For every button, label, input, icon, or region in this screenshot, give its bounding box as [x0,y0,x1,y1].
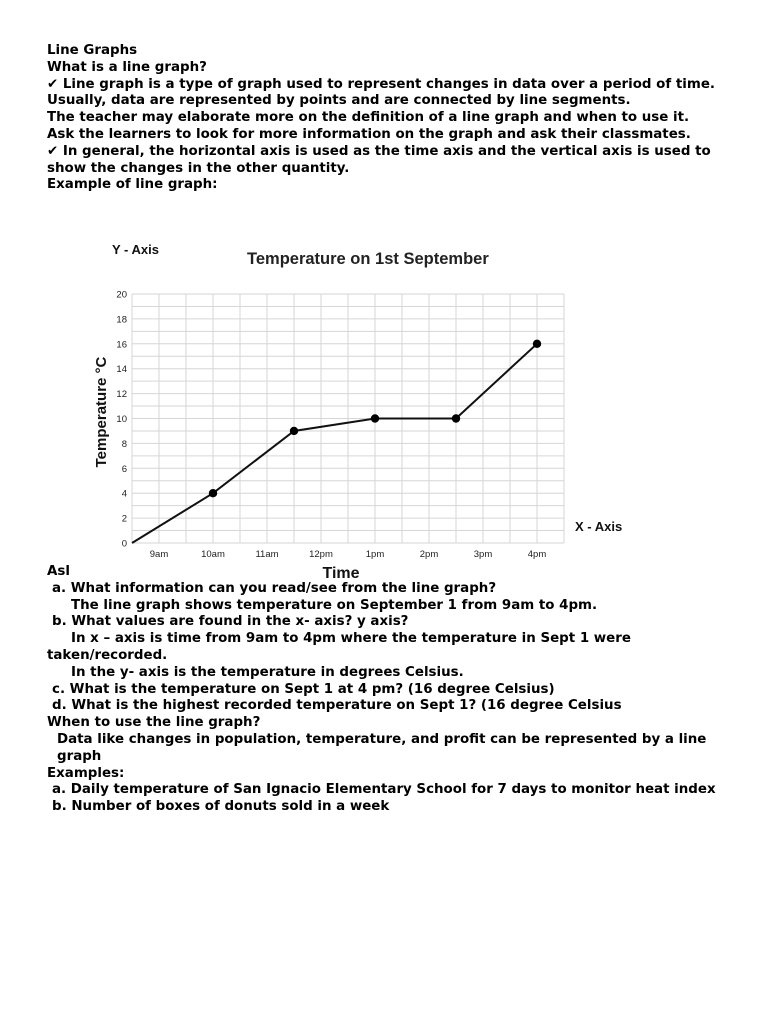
section-heading: Line Graphs [47,43,138,58]
y-tick-label: 20 [116,289,127,301]
example-a: a. Daily temperature of San Ignacio Elementary School for 7 days to monitor heat index [52,782,716,798]
y-tick-label: 16 [116,339,127,351]
x-tick-label: 9am [149,549,169,560]
definition-paragraph: ✔ Line graph is a type of graph used to represent changes in data over a period of time. Usually, data are represented by points and are connected by line segments. [47,76,720,109]
answer-a: The line graph shows temperature on September 1 from 9am to 4pm. [71,597,598,613]
y-tick-label: 14 [116,364,127,376]
question-line: What is a line graph? [47,59,207,75]
line-chart [85,232,645,584]
x-axis-label: Time [322,565,360,582]
y-tick-label: 12 [116,389,127,401]
answer-b-continuation: taken/recorded. [47,647,168,663]
x-tick-label: 11am [255,549,279,560]
y-tick-label: 10 [116,414,127,425]
answer-b-x-axis: In x – axis is time from 9am to 4pm where the temperature in Sept 1 were [71,631,631,647]
question-a: a. What information can you read/see from the line graph? [52,580,497,596]
data-point [290,427,298,435]
example-label: Example of line graph: [47,177,218,193]
chart-series [132,340,541,543]
y-axis-annotation: Y - Axis [112,242,159,257]
y-tick-label: 2 [121,513,127,525]
x-tick-label: 2pm [419,549,439,560]
when-to-use-heading: When to use the line graph? [47,715,261,731]
y-axis-label: Temperature °C [93,356,110,468]
x-tick-label: 3pm [473,549,493,560]
qa-label: Asl [47,564,70,579]
teacher-note: The teacher may elaborate more on the definition of a line graph and when to use it. [47,110,690,126]
y-tick-label: 4 [121,488,127,500]
question-b: b. What values are found in the x- axis? y axis? [52,614,409,630]
x-axis-annotation: X - Axis [575,519,623,534]
questions-section [47,564,727,816]
x-tick-label: 10am [201,549,225,560]
x-tick-label: 1pm [365,549,385,560]
data-point [371,414,379,422]
chart-grid [132,294,564,543]
x-tick-label: 4pm [527,549,547,560]
data-point [533,340,541,348]
y-tick-label: 18 [116,314,127,326]
x-tick-label: 12pm [309,549,333,560]
y-tick-label: 8 [121,438,127,450]
answer-b-y-axis: In the y- axis is the temperature in degrees Celsius. [71,664,464,680]
example-b: b. Number of boxes of donuts sold in a week [52,799,390,815]
examples-heading: Examples: [47,765,125,781]
data-point [209,489,217,497]
question-d: d. What is the highest recorded temperature on Sept 1? (16 degree Celsius [52,698,622,714]
question-c: c. What is the temperature on Sept 1 at 4 pm? (16 degree Celsius) [52,681,555,697]
activity-instruction: Ask the learners to look for more information on the graph and ask their classmates. [47,126,691,142]
intro-section [47,43,727,194]
chart-title: Temperature on 1st September [247,250,489,268]
when-to-use-answer: Data like changes in population, temperature, and profit can be represented by a line graph [57,731,712,764]
y-tick-label: 6 [121,463,127,475]
data-point [452,414,460,422]
y-tick-label: 0 [121,538,127,550]
axis-explanation: ✔ In general, the horizontal axis is used as the time axis and the vertical axis is used to show the changes in the other quantity. [47,143,716,176]
